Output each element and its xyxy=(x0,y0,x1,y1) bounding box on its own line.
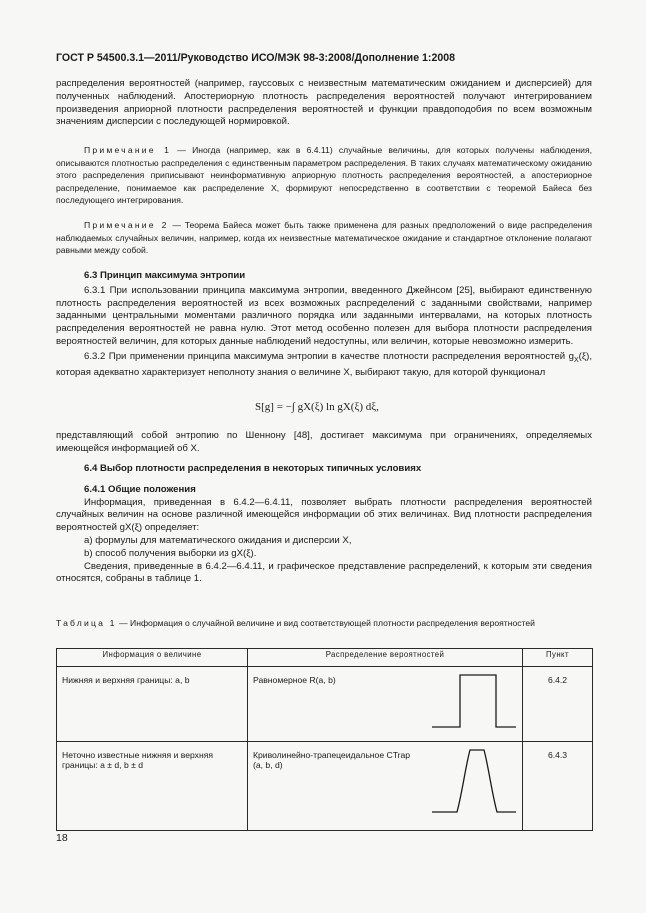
header-info: Информация о величине xyxy=(57,649,248,667)
row-1-info: Нижняя и верхняя границы: a, b xyxy=(57,667,248,742)
section-6-3 xyxy=(56,270,592,380)
paragraph-6-4-1-a: Информация, приведенная в 6.4.2—6.4.11, позволяет выбрать плотности распределения вероятностей случайных величин на основе различной имеющейся информации об этих величинах. Вид плотности распределения вероятностей gX(ξ) определяет: xyxy=(56,496,592,534)
curvilinear-trapezoid-graph xyxy=(426,742,522,822)
note-2-label: Примечание 2 xyxy=(84,220,169,230)
table-header-row xyxy=(57,649,593,667)
table-row xyxy=(57,742,593,831)
page-number: 18 xyxy=(56,832,68,844)
row-1-distribution: Равномерное R(a, b) xyxy=(248,667,427,742)
heading-6-4-1: 6.4.1 Общие положения xyxy=(84,483,196,495)
row-2-graph xyxy=(426,742,523,831)
row-1-item: 6.4.2 xyxy=(523,667,593,742)
list-item-b: b) способ получения выборки из gX(ξ). xyxy=(84,547,257,559)
paragraph-6-3-2-cont xyxy=(56,430,592,456)
section-6-4 xyxy=(56,463,592,586)
uniform-distribution-graph xyxy=(426,667,522,733)
table-caption-text: — Информация о случайной величине и вид соответствующей плотности распределения вероятностей xyxy=(116,618,535,628)
paragraph-6-3-1: 6.3.1 При использовании принципа максимума энтропии, введенного Джейнсом [25], выбирают единственную плотность распределения вероятностей из всех возможных распределений с заданными свойствами, например заданными центральными моментами различного порядка или заданными интервалами, на которых плотность распределения вероятностей не равна нулю. Этот метод особенно полезен для выбора плотности распределения вероятностей величин, для которых данные наблюдений недоступны, или величин, которые невозможно измерить. xyxy=(56,284,592,347)
table-caption xyxy=(56,617,592,630)
note-1-label: Примечание 1 xyxy=(84,145,172,155)
heading-6-4: 6.4 Выбор плотности распределения в некоторых типичных условиях xyxy=(84,463,422,474)
paragraph-6-3-2 xyxy=(56,351,592,381)
p632-part-c: представляющий собой энтропию по Шеннону [48], достигает максимума при ограничениях, определяемых имеющейся информацией об X. xyxy=(56,430,592,454)
note-1 xyxy=(56,144,592,207)
entropy-formula: S[g] = −∫ gX(ξ) ln gX(ξ) dξ, xyxy=(255,401,379,413)
header-distribution: Распределение вероятностей xyxy=(248,649,523,667)
list-item-a: а) формулы для математического ожидания и дисперсии X, xyxy=(84,534,352,546)
table-caption-label: Таблица 1 xyxy=(56,618,117,628)
paragraph-6-4-1-b: Сведения, приведенные в 6.4.2—6.4.11, и графическое представление распределений, к которым эти сведения относятся, собраны в таблице 1. xyxy=(56,560,592,585)
p632-part-b: (ξ), которая адекватно характеризует неполноту знания о величине X, выбирают такую, для которой функционал xyxy=(56,350,592,379)
heading-6-3: 6.3 Принцип максимума энтропии xyxy=(84,270,246,281)
note-1-text: — Иногда (например, как в 6.4.11) случайные величины, для которых получены наблюдения, описываются плотностью распределения с единственным параметром распределения. В таких случаях математическому ожиданию этого распределения приписывают неинформативную априорную плотность распределения вероятностей, а апостериорное распределение, понимаемое как распределение X, формируют непосредственно в соответствии с теоремой Байеса без последующего интегрирования. xyxy=(56,145,592,206)
row-1-graph xyxy=(426,667,523,742)
running-header: ГОСТ Р 54500.3.1—2011/Руководство ИСО/МЭК 98-3:2008/Дополнение 1:2008 xyxy=(56,52,456,64)
p632-subscript: X xyxy=(573,356,579,364)
header-item: Пункт xyxy=(523,649,593,667)
table-1 xyxy=(56,648,593,831)
table-row xyxy=(57,667,593,742)
note-2-text: — Теорема Байеса может быть также применена для разных предположений о виде распределения наблюдаемых случайных величин, например, когда их неизвестные математическое ожидание и стандартное отклонение полагают равными между собой. xyxy=(56,220,593,256)
note-2 xyxy=(56,219,592,257)
row-2-item: 6.4.3 xyxy=(523,742,593,831)
intro-paragraph xyxy=(56,78,592,129)
row-2-info: Неточно известные нижняя и верхняя границы: a ± d, b ± d xyxy=(57,742,248,831)
intro-text: распределения вероятностей (например, гауссовых с неизвестным математическим ожиданием и дисперсией) для полученных наблюдений. Апостериорную плотность распределения вероятностей получают интегрированием произведения априорной плотности распределения вероятностей и функции правдоподобия по всем возможным значениям дисперсии с последующей нормировкой. xyxy=(56,78,592,128)
row-2-distribution: Криволинейно-трапецеидальное CTrap (a, b, d) xyxy=(248,742,427,831)
p632-part-a: 6.3.2 При применении принципа максимума энтропии в качестве плотности распределения вероятностей g xyxy=(84,350,574,362)
